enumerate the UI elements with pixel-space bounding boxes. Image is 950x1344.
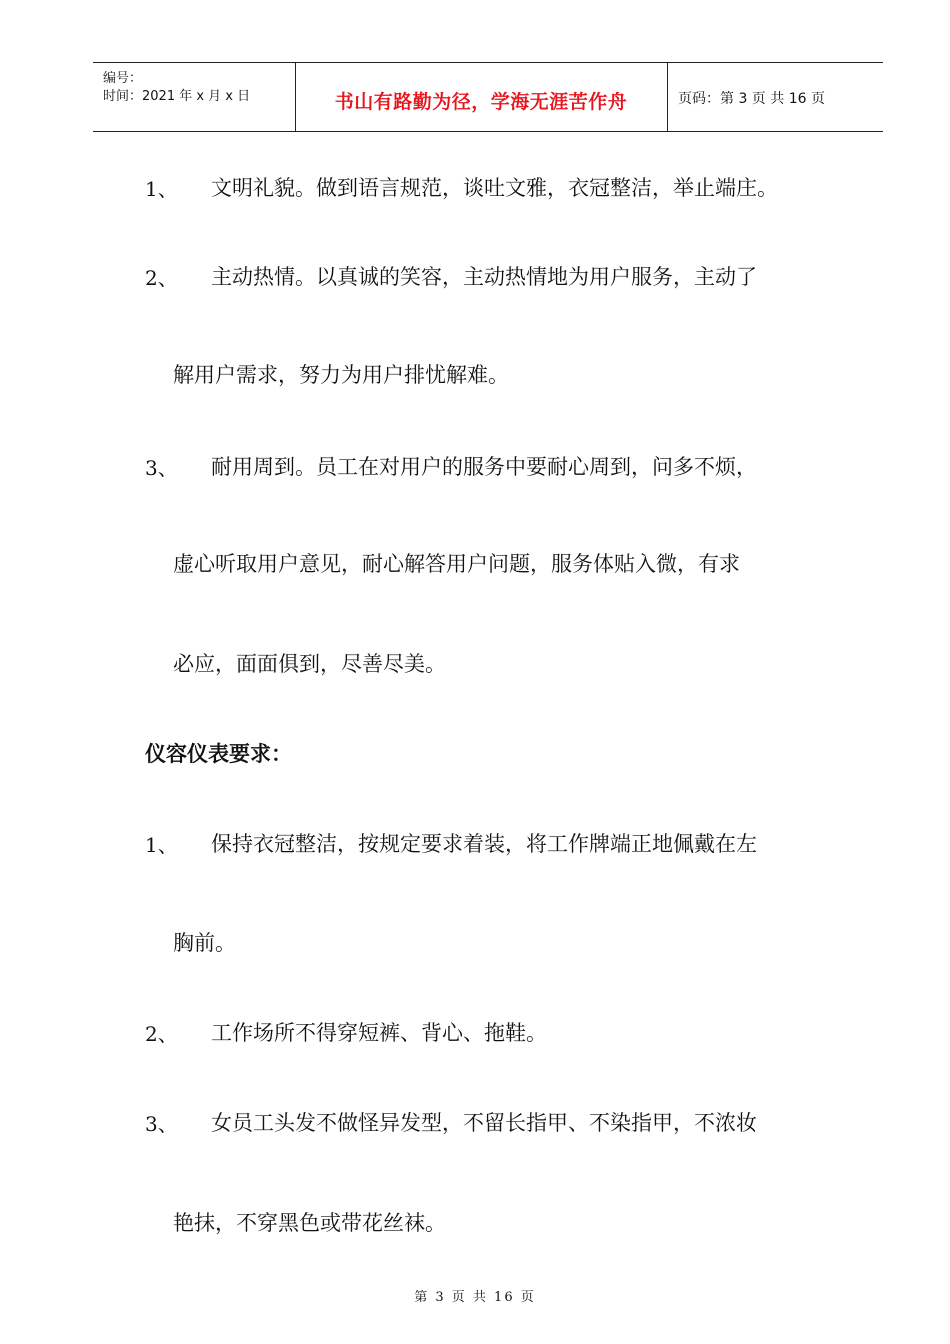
list-item-text: 主动热情。以真诚的笑容，主动热情地为用户服务，主动了 <box>211 265 757 289</box>
document-number-label: 编号： <box>103 71 143 86</box>
document-header <box>93 62 883 132</box>
list-item-text: 女员工头发不做怪异发型，不留长指甲、不染指甲，不浓妆 <box>211 1111 757 1135</box>
header-motto: 书山有路勤为径，学海无涯苦作舟 <box>334 91 628 113</box>
section-heading: 仪容仪表要求： <box>145 742 292 766</box>
list-item-number: 2、 <box>145 266 178 290</box>
list-item-number: 3、 <box>145 456 178 480</box>
list-item-text-continued: 必应，面面俱到，尽善尽美。 <box>173 652 446 676</box>
page-footer: 第 3 页 共 16 页 <box>414 1290 536 1305</box>
list-item-number: 1、 <box>145 177 178 201</box>
document-date-label: 时间：2021 年 x 月 x 日 <box>103 89 251 104</box>
list-item-text-continued: 胸前。 <box>173 931 236 955</box>
list-item-text: 耐用周到。员工在对用户的服务中要耐心周到，问多不烦， <box>211 455 757 479</box>
header-page-cell <box>668 63 883 131</box>
list-item-text: 文明礼貌。做到语言规范，谈吐文雅，衣冠整洁，举止端庄。 <box>211 176 778 200</box>
list-item-number: 1、 <box>145 833 178 857</box>
header-page-info: 页码：第 3 页 共 16 页 <box>678 91 825 107</box>
header-motto-cell <box>295 63 668 131</box>
list-item-number: 2、 <box>145 1022 178 1046</box>
list-item-text-continued: 虚心听取用户意见，耐心解答用户问题，服务体贴入微，有求 <box>173 552 740 576</box>
header-meta-cell <box>93 63 296 131</box>
list-item-text: 工作场所不得穿短裤、背心、拖鞋。 <box>211 1021 547 1045</box>
list-item-text-continued: 解用户需求，努力为用户排忧解难。 <box>173 363 509 387</box>
list-item-text: 保持衣冠整洁，按规定要求着装，将工作牌端正地佩戴在左 <box>211 832 757 856</box>
list-item-text-continued: 艳抹，不穿黑色或带花丝袜。 <box>173 1211 446 1235</box>
list-item-number: 3、 <box>145 1112 178 1136</box>
